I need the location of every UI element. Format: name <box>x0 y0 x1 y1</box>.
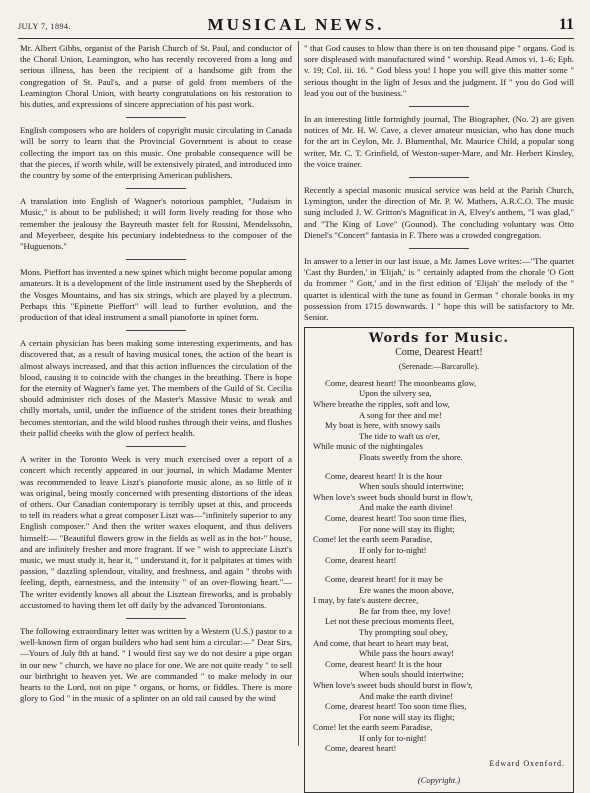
separator <box>126 618 186 619</box>
separator <box>126 188 186 189</box>
poem-line: Come, dearest heart! It is the hour <box>325 470 443 481</box>
article-james-love: In answer to a letter in our last issue, a Mr. James Love writes:—"The quartet 'Cast thy Burden,' in 'Elijah,' is " certainly adapted from the chorale 'O Gott du frommer " Gott,' and in the first edition of 'Elijah' the melody of the " quartet is identical with the tune as found in German " chorale books in my possession from 1715 downwards. I " hope this will be satisfactory to Mr. Senior. <box>304 256 574 323</box>
poem-line: While pass the hours away! <box>359 648 454 659</box>
poem-body <box>313 378 565 754</box>
separator <box>126 446 186 447</box>
poem-line: Come, dearest heart! Too soon time flies, <box>325 513 467 523</box>
poem-line: Come, dearest heart! It is the hour <box>325 658 443 669</box>
poem-line: Come, dearest heart! The moonbeams glow, <box>325 377 477 388</box>
header-rule <box>18 38 574 39</box>
poem-author: Edward Oxenford. <box>489 759 565 769</box>
article-canada-copyright: English composers who are holders of copyright music circulating in Canada will be sorry to learn that the Provincial Government is about to cease collecting the import tax on this music. One probable consequence will be that the pieces, if worth while, will be extensively pirated, and introduced into the country by some of the enterprising American publishers. <box>20 125 292 181</box>
poem-line: For none will stay its flight; <box>359 523 455 534</box>
poem-form: (Serenade:—Barcarolle). <box>398 361 480 371</box>
poem-line: Come! let the earth seem Paradise, <box>313 722 433 733</box>
article-wagner-pamphlet: A translation into English of Wagner's notorious pamphlet, "Judaism in Music," is about to be published; it will form lively reading for those who remember the jealousy the Bayreuth master felt for Rossini, Mendelssohn, and Meyerbeer, despite his pecuniary indebtedness to the composer of the "Huguenots." <box>20 196 292 252</box>
poem-line: And make the earth divine! <box>359 690 454 701</box>
poem-line: The tide to waft us o'er, <box>359 430 440 441</box>
poem-line: While music of the nightingales <box>313 441 423 452</box>
article-biographer: In an interesting little fortnightly journal, The Biographer, (No. 2) are given notices of Mr. H. W. Cave, a clever amateur musician, who has done much for the art in Ceylon, Mr. J. Blumenthal, Mr. Maurice Child, a popular song writer, Mr. C. T. Grinfield, of Weston-super-Mare, and Mr. Herbert Kinsley, the voice trainer. <box>304 114 574 169</box>
poem-line: Let not these precious moments fleet, <box>325 616 454 627</box>
article-pastor-letter: The following extraordinary letter was written by a Western (U.S.) pastor to a well-known firm of organ builders who had sent him a circular:—" Dear Sirs,—Yours of July 8th at hand. " I would first say we do not desire a pipe organ in our new " church, we have no place for one. We are not quite ready " to sell our birthright to heaven yet. We are commanded " to make melody in our hearts to the Lord, not on pipe " organs, or horns, or fiddles. There is more glory to God " in the music of a splinter on an old rail caused by the wind <box>20 625 292 704</box>
separator <box>409 106 469 107</box>
article-masonic-service: Recently a special masonic musical service was held at the Parish Church, Lymington, under the direction of Mr. P. W. Mathers, A.R.C.O. The music sung included J. W. Gritton's Magnificat in A, Elvey's anthem, "I was glad," and "The King of Love" (Gounod). The concluding voluntary was Otto Dienel's "Concert" fantasia in F. There was a crowded congregation. <box>304 185 574 240</box>
publication-title: MUSICAL NEWS. <box>207 15 385 34</box>
issue-date: JULY 7, 1894. <box>18 22 71 31</box>
separator <box>409 248 469 249</box>
separator <box>409 177 469 178</box>
poem-line: Come, dearest heart! <box>325 743 397 754</box>
poem-line: Floats sweetly from the shore. <box>359 452 463 463</box>
poem-line: If only for to-night! <box>359 544 427 555</box>
article-toronto-week: A writer in the Toronto Week is very much exercised over a report of a concert which recently appeared in our journal, in which Madame Menter was recommended to leave Liszt's pianoforte music alone, as so little of it was original, being mostly concerned with presenting distortions of the ideas of others. Our Canadian contemporary is terribly upset at this, and proceeds to tell its readers what a great composer Liszt was—"infinitely superior to any English composer." And then the writer waxes eloquent, and thus delivers himself:— "Beautiful flowers grow in the fields as well as in the hot-" house, and are infinitely fresher and more fragrant. If we " wish to appreciate Liszt's music, we must study it, hear it, " understand it, for it palpitates at times with passion, " dazzling splendour, vitality, and freshness, and again " throbs with feeling, depth, earnestness, and the intensity " of an over-flowing heart."—The writer evidently knows all about the Lisztean fireworks, and is probably accustomed to having them let off daily by the advanced Torontonians. <box>20 454 292 610</box>
copyright-note: (Copyright.) <box>417 775 461 786</box>
poem-line: Come, dearest heart! <box>325 555 397 566</box>
poem-line: Thy prompting soul obey, <box>359 626 448 637</box>
separator <box>126 330 186 331</box>
words-for-music-title: Words for Music. <box>368 331 510 347</box>
article-pastor-letter-cont: " that God causes to blow than there is on ten thousand pipe " organs. God is sore displeased with manufactured wind " worship. Read Amos vi. 1–6; Eph. v. 19; Col. iii. 16. " God bless you! I hope you will give this matter some " serious thought in the light of Jesus and the judgment. If " you do God will lead you out of the business." <box>304 43 574 98</box>
page-header <box>18 10 574 40</box>
words-for-music-box <box>304 327 574 793</box>
poem-line: Be far from thee, my love! <box>359 605 451 616</box>
poem-title: Come, Dearest Heart! <box>395 347 483 359</box>
separator <box>126 259 186 260</box>
poem-line: And make the earth divine! <box>359 502 454 513</box>
poem-line: Come, dearest heart! for it may be <box>325 573 443 584</box>
poem-line: When love's sweet buds should burst in flow'r, <box>313 679 473 690</box>
poem-line: If only for to-night! <box>359 732 427 743</box>
poem-line: When love's sweet buds should burst in flow'r, <box>313 491 473 502</box>
article-spinet: Mons. Pieffort has invented a new spinet which might become popular among amateurs. It is a development of the little instrument used by the Shepherds of the Vosges Mountains, and has six strings, which are played by a plectrum. Perhaps this "Epinette Pieffort" will lead to further evolution, and the production of that ideal instrument a small pianoforte in spinet form. <box>20 267 292 323</box>
article-gibbs: Mr. Albert Gibbs, organist of the Parish Church of St. Paul, and conductor of the Choral Union, Leamington, who has recently recovered from a long and serious illness, has been the recipient of a handsome gift from the congregation of St. Paul's, and a purse of gold from members of the Leamington Choral Union, with hearty congratulations on his restoration to his duties, and expressions of sincere appreciation of his past work. <box>20 43 292 110</box>
poem-line: And come, that heart to heart may beat, <box>313 637 449 648</box>
poem-line: When souls should intertwine; <box>359 481 464 492</box>
poem-line: My boat is here, with snowy sails <box>325 420 441 431</box>
poem-line: Come! let the earth seem Paradise, <box>313 534 433 545</box>
separator <box>126 117 186 118</box>
poem-line: Ere wanes the moon above, <box>359 584 454 595</box>
poem-line: Come, dearest heart! Too soon time flies, <box>325 701 467 712</box>
right-column <box>304 43 574 793</box>
column-divider <box>298 41 299 746</box>
poem-line: For none will stay its flight; <box>359 711 455 722</box>
poem-line: A song for thee and me! <box>359 409 442 420</box>
left-column <box>20 43 292 704</box>
poem-line: I may, by fate's austere decree, <box>313 595 419 606</box>
poem-line: Upon the silvery sea, <box>359 388 432 399</box>
article-physician: A certain physician has been making some interesting experiments, and has discovered that, as a result of having musical tones, the action of the heart is almost always increased, and that this action influences the circulation of the blood, causing it to coincide with the changes in the breathing. There is hope for the eternity of Wagner's fame yet. The members of the Guild of St. Cecilia should administer rich doses of the Master's Massive Music to weak and chilly mortals, until, under the influence of the strident tones their breathing becomes stentorian, and the wild blood rushes through their veins, and flushes their pallid cheeks with the glow of perfect health. <box>20 338 292 438</box>
poem-line: Where breathe the ripples, soft and low, <box>313 399 450 410</box>
poem-line: When souls should intertwine; <box>359 669 464 680</box>
page-number: 11 <box>558 16 574 33</box>
